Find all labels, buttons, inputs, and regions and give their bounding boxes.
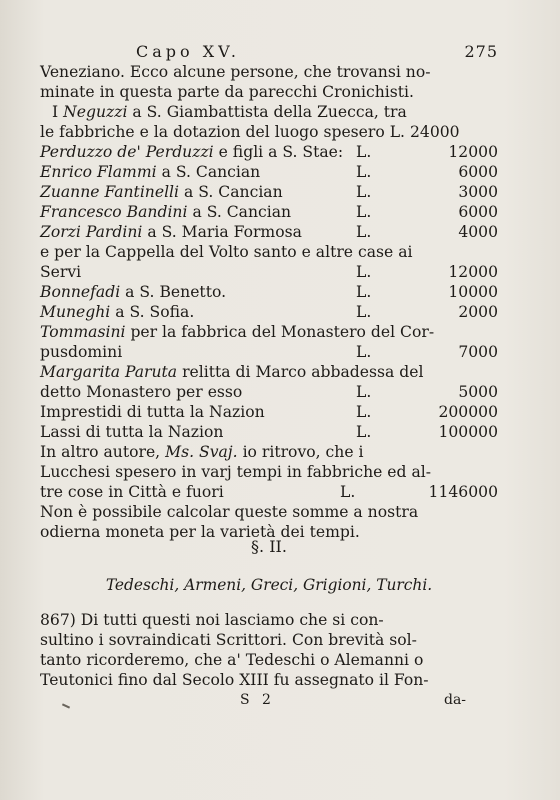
text-line xyxy=(40,322,498,342)
text-line: Lucchesi spesero in varj tempi in fabbriche ed al- xyxy=(40,463,432,481)
entry-amount: 1146000 xyxy=(428,483,498,501)
ledger-row xyxy=(40,222,498,242)
entry-name: Zorzi Pardini xyxy=(40,223,143,241)
text-line: Non è possibile calcolar queste somme a nostra xyxy=(40,503,419,521)
entry-place: detto Monastero per esso xyxy=(40,383,243,401)
ledger-row xyxy=(40,402,498,422)
entry-currency: L. xyxy=(356,163,372,181)
entry-amount: 6000 xyxy=(458,163,498,181)
entry-amount: 12000 xyxy=(448,263,498,281)
entry-place: a S. Sofia. xyxy=(115,303,195,321)
entry-name: Bonnefadi xyxy=(40,283,121,301)
entry-currency: L. xyxy=(356,343,372,361)
entry-name: Tommasini xyxy=(40,323,126,341)
entry-place: a S. Cancian xyxy=(161,163,261,181)
text-line: I Neguzzi a S. Giambattista della Zuecca, tra xyxy=(52,103,407,121)
entry-place: a S. Cancian xyxy=(192,203,292,221)
text-line: 867) Di tutti questi noi lasciamo che si con- xyxy=(40,611,384,629)
ledger-row xyxy=(40,142,498,162)
text-line xyxy=(40,362,498,382)
entry-currency: L. xyxy=(356,183,372,201)
entry-place: pusdomini xyxy=(40,343,123,361)
entry-currency: L. xyxy=(356,383,372,401)
text-line: minate in questa parte da parecchi Cronichisti. xyxy=(40,83,414,101)
entry-amount: 5000 xyxy=(458,383,498,401)
text-line: sultino i sovraindicati Scrittori. Con brevità sol- xyxy=(40,631,417,649)
entry-amount: 200000 xyxy=(438,403,498,421)
ledger-row xyxy=(40,482,498,502)
ledger-row xyxy=(40,342,498,362)
text-line: tanto ricorderemo, che a' Tedeschi o Alemanni o xyxy=(40,651,424,669)
entry-amount: 100000 xyxy=(438,423,498,441)
entry-name: Francesco Bandini xyxy=(40,203,188,221)
entry-name: Perduzzo de' Perduzzi xyxy=(40,143,214,161)
entry-currency: L. xyxy=(356,303,372,321)
entry-amount: 4000 xyxy=(458,223,498,241)
entry-amount: 7000 xyxy=(458,343,498,361)
entry-currency: L. xyxy=(356,143,372,161)
entry-name: Enrico Flammi xyxy=(40,163,157,181)
text-line: Veneziano. Ecco alcune persone, che trovansi no- xyxy=(40,63,431,81)
text-line: e per la Cappella del Volto santo e altre case ai xyxy=(40,243,413,261)
line-text: In altro autore, xyxy=(40,443,161,461)
ledger-row xyxy=(40,422,498,442)
entry-currency: L. xyxy=(356,263,372,281)
entry-currency: L. xyxy=(356,283,372,301)
ledger-row xyxy=(40,202,498,222)
entry-place: Lassi di tutta la Nazion xyxy=(40,423,224,441)
section-heading: §. II. xyxy=(251,537,287,556)
ink-mark xyxy=(62,703,70,708)
signature-mark: S 2 xyxy=(240,692,275,708)
entry-place: a S. Maria Formosa xyxy=(147,223,302,241)
entry-amount: 3000 xyxy=(458,183,498,201)
text-line: odierna moneta per la varietà dei tempi. xyxy=(40,523,360,541)
entry-place: Servi xyxy=(40,263,82,281)
entry-name: Zuanne Fantinelli xyxy=(40,183,180,201)
entry-place: e figli a S. Stae: xyxy=(218,143,344,161)
page-number: 275 xyxy=(464,42,498,61)
entry-amount: 6000 xyxy=(458,203,498,221)
ledger-row xyxy=(40,162,498,182)
text-line: Teutonici fino dal Secolo XIII fu assegnato il Fon- xyxy=(40,671,429,689)
line-text: io ritrovo, che i xyxy=(242,443,364,461)
entry-place: Imprestidi di tutta la Nazion xyxy=(40,403,265,421)
entry-currency: L. xyxy=(356,403,372,421)
ledger-row xyxy=(40,302,498,322)
ledger-row xyxy=(40,262,498,282)
ledger-row xyxy=(40,282,498,302)
ledger-row xyxy=(40,182,498,202)
text-line: le fabbriche e la dotazion del luogo spesero L. 24000 xyxy=(40,123,460,141)
entry-currency: L. xyxy=(356,423,372,441)
line-text: relitta di Marco abbadessa del xyxy=(182,363,424,381)
text-line xyxy=(40,442,498,462)
entry-name: Muneghi xyxy=(40,303,111,321)
catchword: da- xyxy=(444,692,467,708)
line-text: per la fabbrica del Monastero del Cor- xyxy=(130,323,435,341)
entry-place: a S. Cancian xyxy=(184,183,283,201)
entry-place: a S. Benetto. xyxy=(125,283,227,301)
entry-place: tre cose in Città e fuori xyxy=(40,483,224,501)
entry-amount: 2000 xyxy=(458,303,498,321)
entry-name: Margarita Paruta xyxy=(40,363,178,381)
running-header xyxy=(40,42,498,64)
entry-amount: 10000 xyxy=(448,283,498,301)
entry-amount: 12000 xyxy=(448,143,498,161)
chapter-title: Capo XV. xyxy=(136,42,240,61)
entry-currency: L. xyxy=(356,223,372,241)
source-citation: Ms. Svaj. xyxy=(165,443,238,461)
entry-currency: L. xyxy=(340,483,356,501)
person-name: Neguzzi xyxy=(63,103,128,121)
section-subtitle: Tedeschi, Armeni, Greci, Grigioni, Turchi. xyxy=(105,576,433,594)
entry-currency: L. xyxy=(356,203,372,221)
ledger-row xyxy=(40,382,498,402)
